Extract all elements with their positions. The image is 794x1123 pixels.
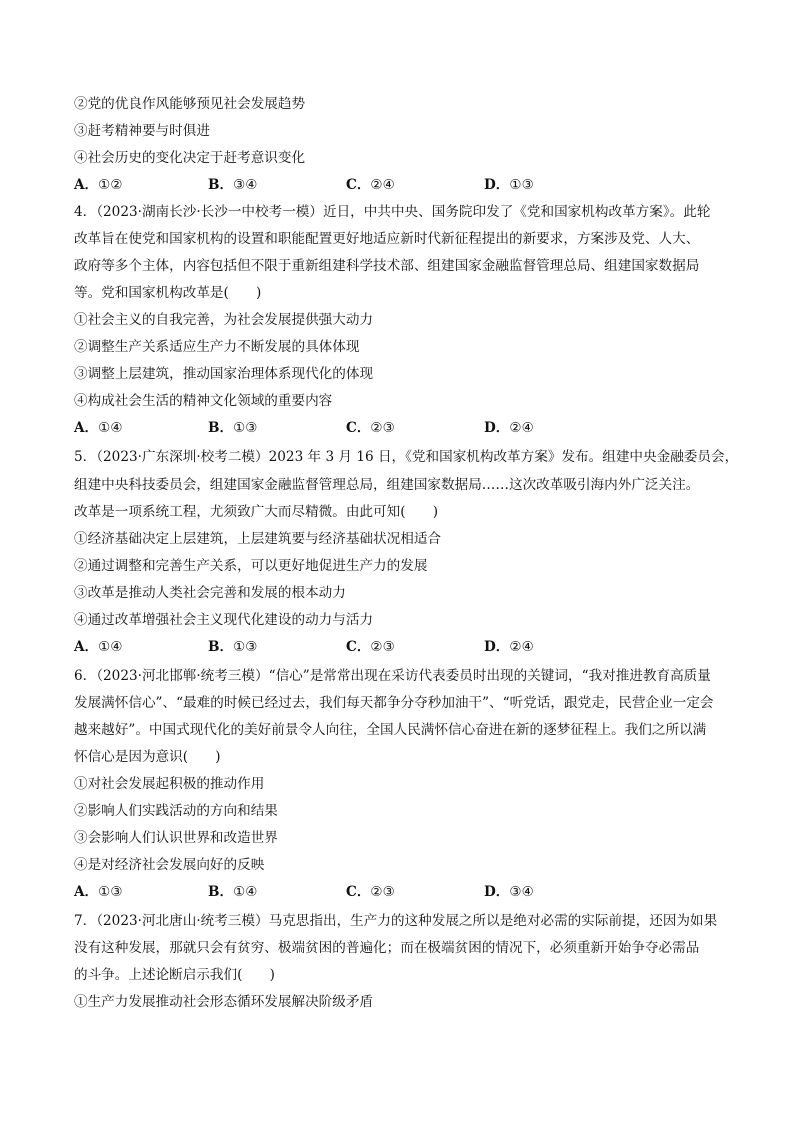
q4-item-2: ②调整生产关系适应生产力不断发展的具体体现 (74, 339, 360, 355)
q5-option-a[interactable]: A．①④ (74, 639, 123, 655)
q3-option-c[interactable]: C．②④ (346, 177, 395, 193)
q5-item-2: ②通过调整和完善生产关系，可以更好地促进生产力的发展 (74, 558, 428, 574)
q6-stem-line-2: 发展满怀信心”、“最难的时候已经过去，我们每天都争分夺秒加油干”、“听党话，跟党走，民营企业一定会 (74, 695, 714, 711)
q6-item-3: ③会影响人们认识世界和改造世界 (74, 830, 278, 846)
q4-item-4: ④构成社会生活的精神文化领域的重要内容 (74, 393, 333, 409)
q3-option-b[interactable]: B．③④ (208, 177, 258, 193)
q3-option-a[interactable]: A．①② (74, 177, 123, 193)
q5-stem-line-3: 改革是一项系统工程，尤须致广大而尽精微。由此可知( ) (74, 504, 439, 520)
q4-item-3: ③调整上层建筑，推动国家治理体系现代化的体现 (74, 366, 374, 382)
q4-option-a[interactable]: A．①④ (74, 420, 123, 436)
q6-option-b[interactable]: B．①④ (208, 884, 258, 900)
q6-item-4: ④是对经济社会发展向好的反映 (74, 857, 265, 873)
q6-item-1: ①对社会发展起积极的推动作用 (74, 776, 265, 792)
q5-option-c[interactable]: C．②③ (346, 639, 395, 655)
q3-item-2: ②党的优良作风能够预见社会发展趋势 (74, 96, 306, 112)
q4-item-1: ①社会主义的自我完善，为社会发展提供强大动力 (74, 312, 374, 328)
q6-option-d[interactable]: D．③④ (484, 884, 534, 900)
q7-item-1: ①生产力发展推动社会形态循环发展解决阶级矛盾 (74, 994, 374, 1010)
q3-item-4: ④社会历史的变化决定于赶考意识变化 (74, 150, 306, 166)
q7-stem-line-2: 没有这种发展，那就只会有贫穷、极端贫困的普遍化；而在极端贫困的情况下，必须重新开始争夺必需品 (74, 940, 700, 956)
q5-item-1: ①经济基础决定上层建筑，上层建筑要与经济基础状况相适合 (74, 531, 442, 547)
q6-stem-line-1: 6．（2023·河北邯郸·统考三模）“信心”是常常出现在采访代表委员时出现的关键词，“我对推进教育高质量 (74, 668, 711, 684)
q6-stem-line-4: 怀信心是因为意识( ) (74, 749, 221, 765)
q5-item-4: ④通过改革增强社会主义现代化建设的动力与活力 (74, 612, 374, 628)
q4-stem-line-4: 等。党和国家机构改革是( ) (74, 285, 262, 301)
q5-stem-line-2: 组建中央科技委员会，组建国家金融监督管理总局，组建国家数据局……这次改革吸引海内外广泛关注。 (74, 477, 700, 493)
q6-option-c[interactable]: C．②③ (346, 884, 395, 900)
q4-option-b[interactable]: B．①③ (208, 420, 258, 436)
q3-item-3: ③赶考精神要与时俱进 (74, 123, 210, 139)
q5-stem-line-1: 5．（2023·广东深圳·校考二模）2023 年 3 月 16 日，《党和国家机构改革方案》发布。组建中央金融委员会， (74, 449, 738, 465)
q7-stem-line-3: 的斗争。上述论断启示我们( ) (74, 967, 275, 983)
q7-stem-line-1: 7．（2023·河北唐山·统考三模）马克思指出，生产力的这种发展之所以是绝对必需的实际前提，还因为如果 (74, 913, 718, 929)
q6-item-2: ②影响人们实践活动的方向和结果 (74, 803, 278, 819)
q6-stem-line-3: 越来越好”。中国式现代化的美好前景令人向往，全国人民满怀信心奋进在新的逐梦征程上。我们之所以满 (74, 722, 707, 738)
q6-option-a[interactable]: A．①③ (74, 884, 123, 900)
q5-option-d[interactable]: D．②④ (484, 639, 534, 655)
q5-item-3: ③改革是推动人类社会完善和发展的根本动力 (74, 585, 346, 601)
q4-stem-line-1: 4．（2023·湖南长沙·长沙一中校考一模）近日，中共中央、国务院印发了《党和国家机构改革方案》。此轮 (74, 204, 711, 220)
q4-option-c[interactable]: C．②③ (346, 420, 395, 436)
q4-stem-line-3: 政府等多个主体，内容包括但不限于重新组建科学技术部、组建国家金融监督管理总局、组建国家数据局 (74, 258, 700, 274)
q3-option-d[interactable]: D．①③ (484, 177, 534, 193)
q4-stem-line-2: 改革旨在使党和国家机构的设置和职能配置更好地适应新时代新征程提出的新要求，方案涉及党、人大、 (74, 231, 700, 247)
q4-option-d[interactable]: D．②④ (484, 420, 534, 436)
q5-option-b[interactable]: B．①③ (208, 639, 258, 655)
